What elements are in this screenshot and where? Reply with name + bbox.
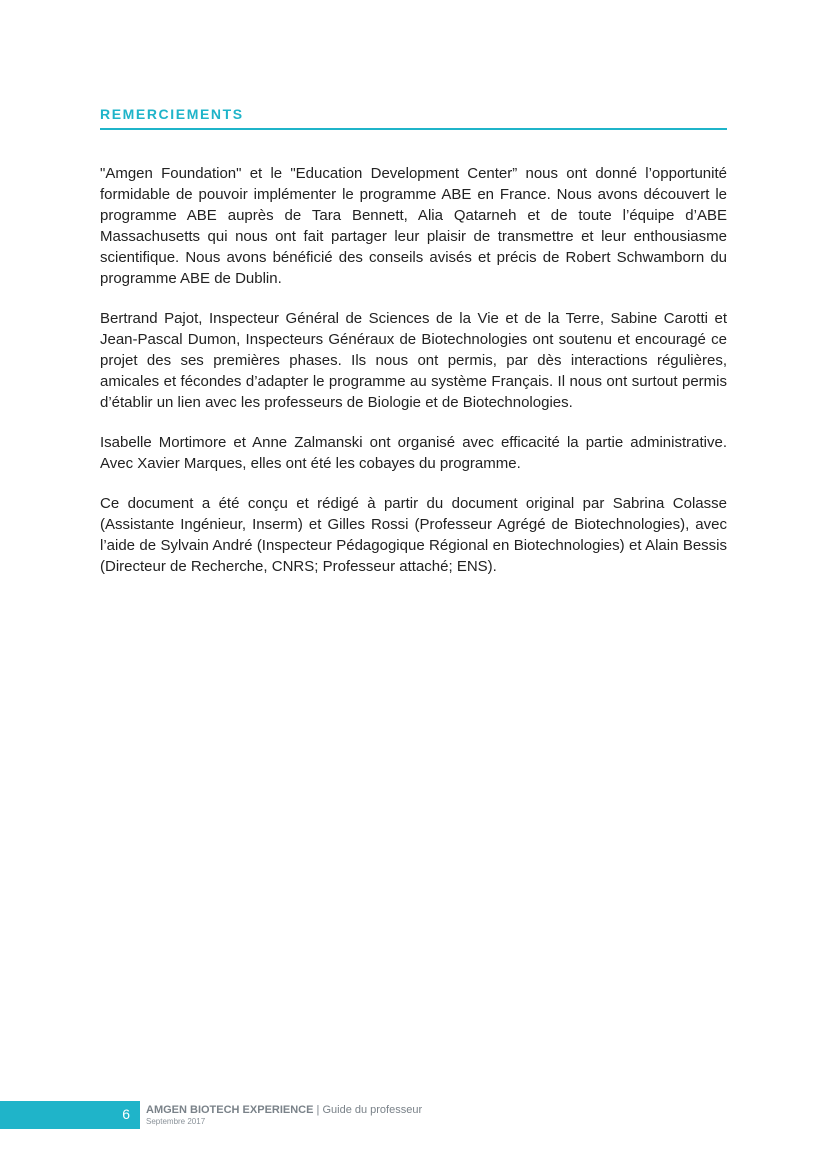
title-divider	[100, 128, 727, 130]
paragraph-inspecteurs: Bertrand Pajot, Inspecteur Général de Sciences de la Vie et de la Terre, Sabine Carotti et Jean-Pascal Dumon, Inspecteurs Généraux de Biotechnologies ont soutenu et encouragé ce projet des ses premières phases. Ils nous ont permis, par dès interactions régulières, amicales et fécondes d’adapter le programme au système Français. Il nous ont surtout permis d’établir un lien avec les professeurs de Biologie et de Biotechnologies.	[100, 310, 727, 411]
footer-info	[146, 1104, 422, 1127]
body-text	[100, 163, 727, 596]
footer-title-line	[146, 1104, 422, 1117]
paragraph-amgen-foundation: "Amgen Foundation" et le "Education Development Center” nous ont donné l’opportunité formidable de pouvoir implémenter le programme ABE en France. Nous avons découvert le programme ABE auprès de Tara Bennett, Alia Qatarneh et de toute l’équipe d’ABE Massachusetts qui nous ont fait partager leur plaisir de transmettre et leur enthousiasme scientifique. Nous avons bénéficié des conseils avisés et précis de Robert Schwamborn du programme ABE de Dublin.	[100, 165, 727, 287]
footer-accent-bar	[0, 1101, 140, 1129]
paragraph-administrative: Isabelle Mortimore et Anne Zalmanski ont organisé avec efficacité la partie administrative. Avec Xavier Marques, elles ont été les cobayes du programme.	[100, 434, 727, 472]
footer-separator: |	[313, 1104, 323, 1116]
section-title: REMERCIEMENTS	[100, 106, 244, 122]
footer-guide: Guide du professeur	[322, 1104, 423, 1116]
footer-date: Septembre 2017	[146, 1117, 206, 1126]
page-number: 6	[122, 1106, 130, 1122]
footer-brand: AMGEN BIOTECH EXPERIENCE	[146, 1104, 314, 1116]
paragraph-authors: Ce document a été conçu et rédigé à partir du document original par Sabrina Colasse (Assistante Ingénieur, Inserm) et Gilles Rossi (Professeur Agrégé de Biotechnologies), avec l’aide de Sylvain André (Inspecteur Pédagogique Régional en Biotechnologies) et Alain Bessis (Directeur de Recherche, CNRS; Professeur attaché; ENS).	[100, 495, 727, 575]
